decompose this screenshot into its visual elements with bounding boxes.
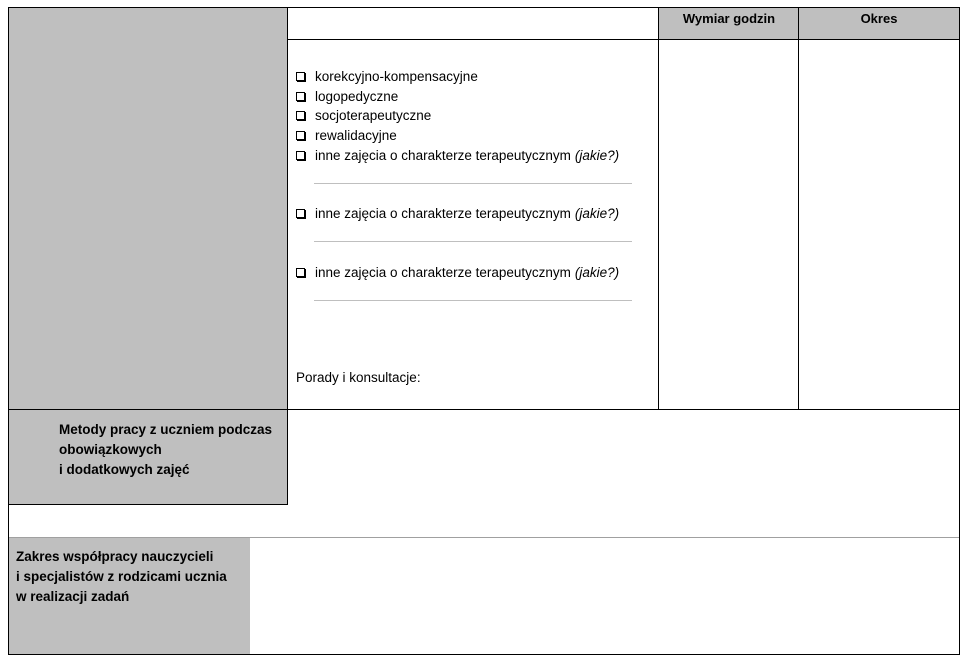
checkbox-icon[interactable] (296, 72, 305, 81)
methods-line-2: obowiązkowych (59, 442, 162, 457)
checkbox-icon[interactable] (296, 92, 305, 101)
option-label: logopedyczne (315, 89, 399, 104)
methods-line-1: Metody pracy z uczniem podczas (59, 422, 273, 437)
divider (798, 8, 799, 409)
option-label: inne zajęcia o charakterze terapeutycznym (315, 148, 571, 163)
option-label: rewalidacyjne (315, 128, 397, 143)
checkbox-icon[interactable] (296, 268, 305, 277)
cooperation-line-1: Zakres współpracy nauczycieli (16, 549, 214, 564)
side-label-cell (9, 8, 288, 409)
methods-cell (9, 410, 287, 504)
checkbox-icon[interactable] (296, 131, 305, 140)
option-logopedyczne[interactable] (296, 89, 398, 104)
checkbox-icon[interactable] (296, 111, 305, 120)
fill-in-line[interactable] (314, 183, 632, 184)
advice-label: Porady i konsultacje: (296, 370, 421, 385)
header-hours (659, 8, 799, 40)
option-label: korekcyjno-kompensacyjne (315, 69, 478, 84)
checkbox-icon[interactable] (296, 209, 305, 218)
divider (658, 8, 659, 409)
header-hours-label: Wymiar godzin (682, 11, 776, 26)
fill-in-line[interactable] (314, 300, 632, 301)
option-other-2[interactable] (296, 206, 619, 221)
option-label: inne zajęcia o charakterze terapeutycznym (315, 265, 571, 280)
cooperation-cell (9, 538, 250, 654)
option-label: socjoterapeutyczne (315, 108, 432, 123)
cooperation-line-2: i specjalistów z rodzicami ucznia (16, 569, 227, 584)
option-socjoterapeutyczne[interactable] (296, 108, 431, 123)
option-other-3[interactable] (296, 265, 619, 280)
option-hint: (jakie?) (574, 148, 620, 163)
option-other-1[interactable] (296, 148, 619, 163)
fill-in-line[interactable] (314, 241, 632, 242)
header-period (799, 8, 959, 40)
checkbox-icon[interactable] (296, 151, 305, 160)
header-period-label: Okres (860, 11, 898, 26)
divider (287, 8, 288, 504)
option-korekcyjno[interactable] (296, 69, 478, 84)
option-rewalidacyjne[interactable] (296, 128, 397, 143)
option-hint: (jakie?) (574, 265, 620, 280)
methods-line-3: i dodatkowych zajęć (59, 462, 190, 477)
option-hint: (jakie?) (574, 206, 620, 221)
divider (9, 504, 288, 505)
cooperation-line-3: w realizacji zadań (16, 589, 130, 604)
divider (287, 39, 959, 40)
option-label: inne zajęcia o charakterze terapeutycznym (315, 206, 571, 221)
